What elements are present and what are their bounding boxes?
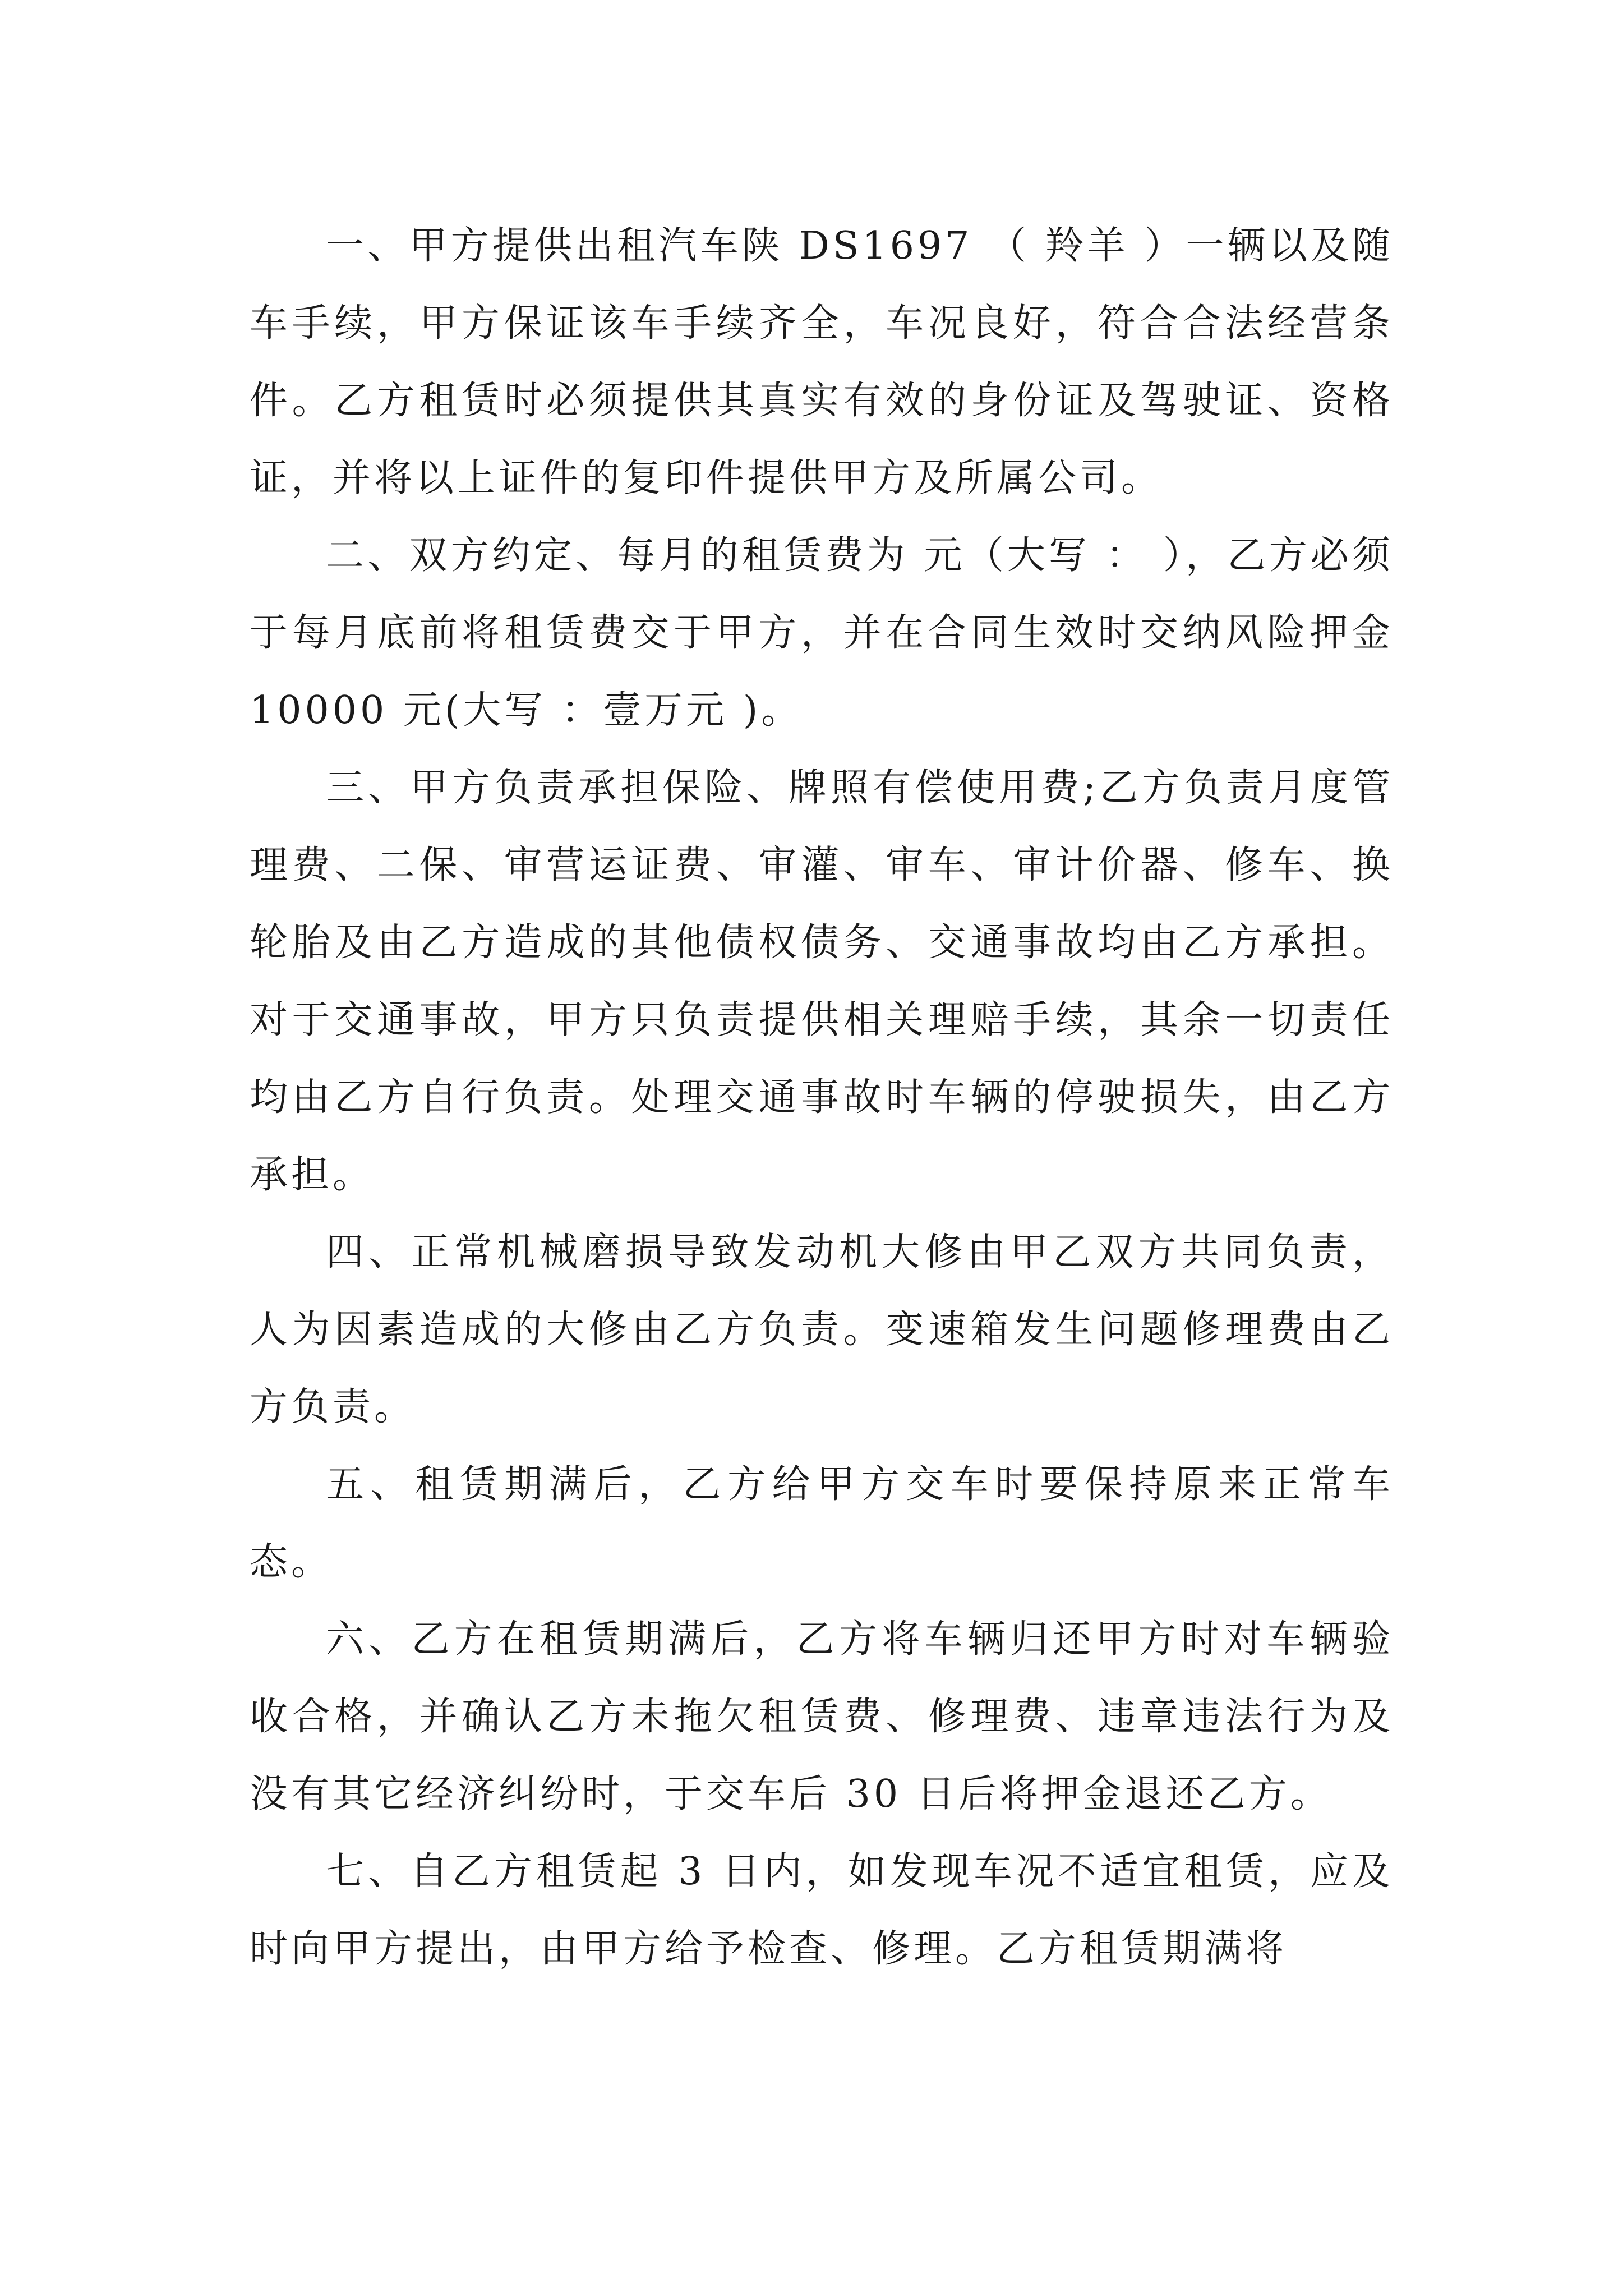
clause-2: 二、双方约定、每月的租赁费为 元（大写 ： ），乙方必须于每月底前将租赁费交于甲方，并在合同生效时交纳风险押金 10000 元(大写 ：壹万元 )。 [250,533,1394,733]
clause-7: 七、自乙方租赁起 3 日内，如发现车况不适宜租赁，应及时向甲方提出，由甲方给予检查、修理。乙方租赁期满将 [250,1849,1394,1971]
clause-3: 三、甲方负责承担保险、牌照有偿使用费;乙方负责月度管理费、二保、审营运证费、审灌、审车、审计价器、修车、换轮胎及由乙方造成的其他债权债务、交通事故均由乙方承担。对于交通事故，甲方只负责提供相关理赔手续，其余一切责任均由乙方自行负责。处理交通事故时车辆的停驶损失，由乙方承担。 [250,766,1394,1197]
contract-body [250,208,1394,1988]
clause-5: 五、租赁期满后，乙方给甲方交车时要保持原来正常车态。 [250,1462,1394,1584]
clause-4: 四、正常机械磨损导致发动机大修由甲乙双方共同负责，人为因素造成的大修由乙方负责。变速箱发生问题修理费由乙方负责。 [250,1230,1394,1429]
clause-6: 六、乙方在租赁期满后，乙方将车辆归还甲方时对车辆验收合格，并确认乙方未拖欠租赁费、修理费、违章违法行为及没有其它经济纠纷时，于交车后 30 日后将押金退还乙方。 [250,1617,1394,1816]
clause-1: 一、甲方提供出租汽车陕 DS1697 （ 羚羊 ）一辆以及随车手续，甲方保证该车手续齐全，车况良好，符合合法经营条件。乙方租赁时必须提供其真实有效的身份证及驾驶证、资格证，并将以上证件的复印件提供甲方及所属公司。 [250,224,1394,500]
